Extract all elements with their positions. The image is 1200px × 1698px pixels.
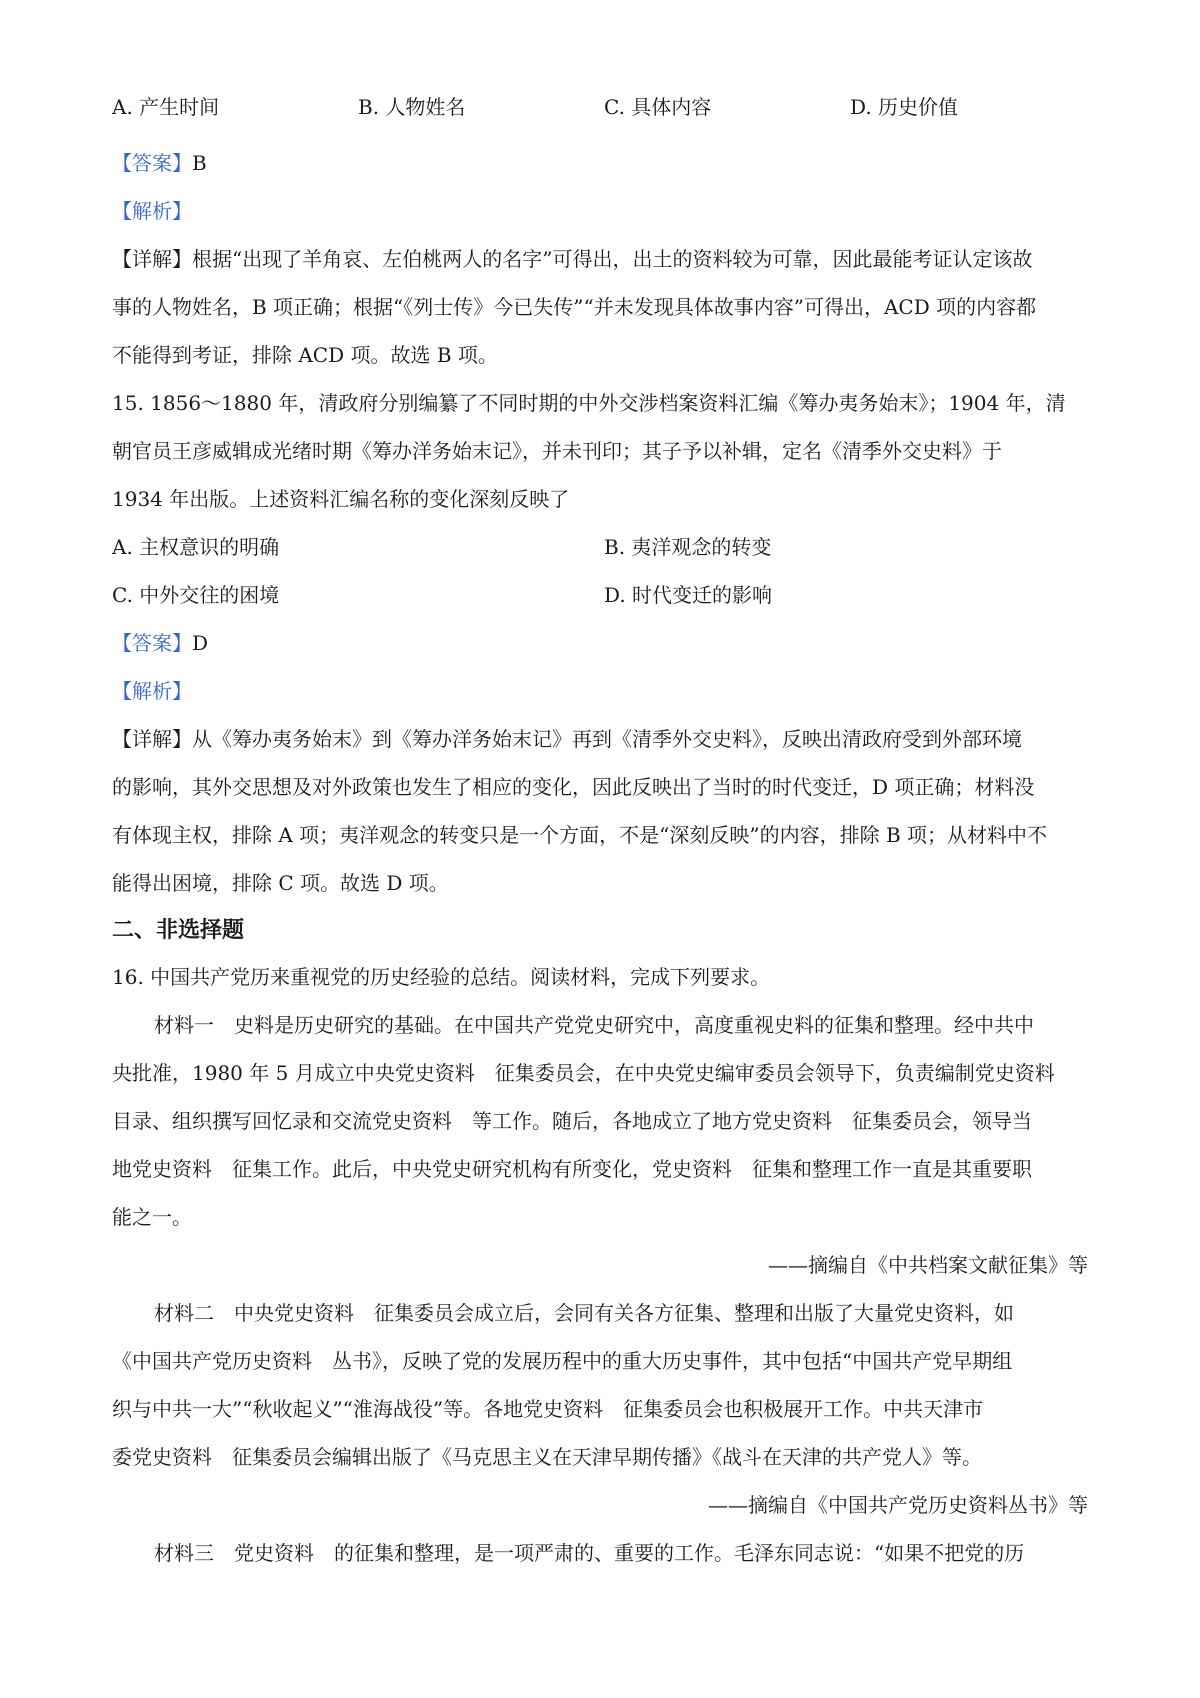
q16-stem: 16. 中国共产党历来重视党的历史经验的总结。阅读材料，完成下列要求。	[112, 965, 771, 989]
answer-tag: 【答案】	[112, 151, 192, 175]
detail-tag: 【详解】	[112, 247, 192, 271]
detail-tag: 【详解】	[112, 727, 192, 751]
q15-detail-line-4: 能得出困境，排除 C 项。故选 D 项。	[112, 871, 449, 895]
material1-line-4: 地党史资料 征集工作。此后，中央党史研究机构有所变化，党史资料 征集和整理工作一直是其重要职	[112, 1157, 1032, 1181]
material1-line-5: 能之一。	[112, 1205, 192, 1229]
q15-answer	[112, 628, 208, 658]
q15-stem-line-1: 15. 1856～1880 年，清政府分别编纂了不同时期的中外交涉档案资料汇编《筹办夷务始末》；1904 年，清	[112, 391, 1066, 415]
q14-detail-line-1	[112, 244, 1032, 274]
q15-option-d: D. 时代变迁的影响	[604, 583, 773, 607]
q15-detail-line-2: 的影响，其外交思想及对外政策也发生了相应的变化，因此反映出了当时的时代变迁，D 项正确；材料没	[112, 775, 1035, 799]
material1-line-3: 目录、组织撰写回忆录和交流党史资料 等工作。随后，各地成立了地方党史资料 征集委员会，领导当	[112, 1109, 1032, 1133]
analysis-tag: 【解析】	[112, 679, 192, 703]
q15-option-b: B. 夷洋观念的转变	[604, 535, 772, 559]
answer-value: D	[192, 631, 209, 655]
material2-line-3: 织与中共一大”“秋收起义”“淮海战役”等。各地党史资料 征集委员会也积极展开工作。中共天津市	[112, 1397, 984, 1421]
q14-option-b: B. 人物姓名	[358, 95, 466, 119]
analysis-tag: 【解析】	[112, 199, 192, 223]
q15-detail-line-1	[112, 724, 1022, 754]
material2-line-1: 材料二 中央党史资料 征集委员会成立后，会同有关各方征集、整理和出版了大量党史资料，如	[154, 1301, 1014, 1325]
answer-value: B	[192, 151, 207, 175]
material1-line-1: 材料一 史料是历史研究的基础。在中国共产党党史研究中，高度重视史料的征集和整理。经中共中	[154, 1013, 1034, 1037]
q14-analysis	[112, 196, 192, 226]
material3-line-1: 材料三 党史资料 的征集和整理，是一项严肃的、重要的工作。毛泽东同志说：“如果不把党的历	[154, 1541, 1025, 1565]
material2-source: ——摘编自《中国共产党历史资料丛书》等	[708, 1493, 1088, 1517]
q15-detail-line-3: 有体现主权，排除 A 项；夷洋观念的转变只是一个方面，不是“深刻反映”的内容，排除 B 项；从材料中不	[112, 823, 1048, 847]
q15-stem-line-2: 朝官员王彦威辑成光绪时期《筹办洋务始末记》，并未刊印；其子予以补辑，定名《清季外交史料》于	[112, 439, 1002, 463]
q15-option-c: C. 中外交往的困境	[112, 583, 280, 607]
q14-option-c: C. 具体内容	[604, 95, 712, 119]
answer-tag: 【答案】	[112, 631, 192, 655]
q14-option-d: D. 历史价值	[850, 95, 959, 119]
q14-detail-line-3: 不能得到考证，排除 ACD 项。故选 B 项。	[112, 343, 498, 367]
detail-text: 根据“出现了羊角哀、左伯桃两人的名字”可得出，出土的资料较为可靠，因此最能考证认定该故	[192, 247, 1033, 271]
material1-line-2: 央批准，1980 年 5 月成立中央党史资料 征集委员会，在中央党史编审委员会领导下，负责编制党史资料	[112, 1061, 1055, 1085]
detail-text: 从《筹办夷务始末》到《筹办洋务始末记》再到《清季外交史料》，反映出清政府受到外部环境	[192, 727, 1022, 751]
section-heading: 二、非选择题	[112, 917, 245, 943]
material1-source: ——摘编自《中共档案文献征集》等	[768, 1253, 1088, 1277]
material2-line-2: 《中国共产党历史资料 丛书》，反映了党的发展历程中的重大历史事件，其中包括“中国共产党早期组	[112, 1349, 1013, 1373]
q15-analysis	[112, 676, 192, 706]
q14-option-a: A. 产生时间	[112, 95, 220, 119]
q15-option-a: A. 主权意识的明确	[112, 535, 280, 559]
q14-answer	[112, 148, 207, 178]
q15-stem-line-3: 1934 年出版。上述资料汇编名称的变化深刻反映了	[112, 487, 570, 511]
q14-detail-line-2: 事的人物姓名，B 项正确；根据“《列士传》今已失传”“并未发现具体故事内容”可得出，ACD 项的内容都	[112, 295, 1037, 319]
material2-line-4: 委党史资料 征集委员会编辑出版了《马克思主义在天津早期传播》《战斗在天津的共产党人》等。	[112, 1445, 982, 1469]
